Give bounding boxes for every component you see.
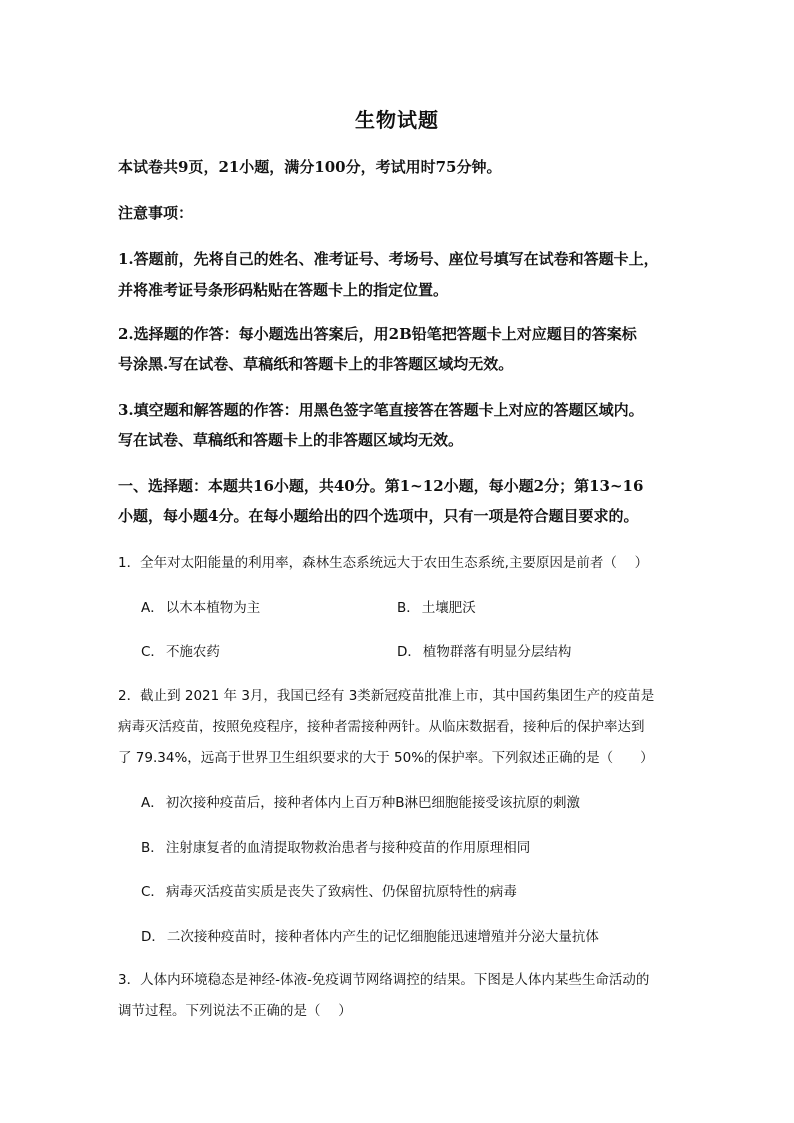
option-text: 植物群落有明显分层结构 <box>422 644 572 660</box>
exam-intro: 本试卷共9页，21小题，满分100分，考试用时75分钟。 <box>118 158 502 176</box>
option-letter: C． <box>141 884 164 900</box>
notice-3-line-1: 3.填空题和解答题的作答：用黑色签字笔直接答在答题卡上对应的答题区域内。 <box>118 401 644 419</box>
notice-2-line-2: 号涂黑.写在试卷、草稿纸和答题卡上的非答题区域均无效。 <box>118 355 514 373</box>
option-letter: C． <box>141 644 164 660</box>
option-letter: D． <box>397 644 421 660</box>
option-letter: D． <box>141 929 165 945</box>
question-1-option-b[interactable] <box>397 596 476 616</box>
notice-1-line-2: 并将准考证号条形码粘贴在答题卡上的指定位置。 <box>118 281 449 299</box>
page-title: 生物试题 <box>355 108 439 132</box>
notice-3-line-2: 写在试卷、草稿纸和答题卡上的非答题区域均无效。 <box>118 431 464 449</box>
question-2-stem-line-3: 了 79.34%，远高于世界卫生组织要求的大于 50%的保护率。下列叙述正确的是（ ） <box>118 750 654 766</box>
question-2-option-a[interactable] <box>141 791 580 811</box>
option-text: 注射康复者的血清提取物救治患者与接种疫苗的作用原理相同 <box>165 840 531 856</box>
question-1-option-c[interactable] <box>141 640 220 660</box>
question-3-stem-line-2: 调节过程。下列说法不正确的是（ ） <box>118 1003 352 1019</box>
question-1-stem: 1．全年对太阳能量的利用率，森林生态系统远大于农田生态系统,主要原因是前者（ ） <box>118 555 649 571</box>
section-heading-line-2: 小题，每小题4分。在每小题给出的四个选项中，只有一项是符合题目要求的。 <box>118 507 639 525</box>
question-2-option-d[interactable] <box>141 925 599 945</box>
notice-2-line-1: 2.选择题的作答：每小题选出答案后，用2B铅笔把答题卡上对应题目的答案标 <box>118 325 637 343</box>
option-text: 以木本植物为主 <box>165 600 261 616</box>
question-2-stem-line-2: 病毒灭活疫苗，按照免疫程序，接种者需接种两针。从临床数据看，接种后的保护率达到 <box>118 719 645 735</box>
option-text: 二次接种疫苗时，接种者体内产生的记忆细胞能迅速增殖并分泌大量抗体 <box>166 929 599 945</box>
section-heading-line-1: 一、选择题：本题共16小题，共40分。第1~12小题，每小题2分；第13~16 <box>118 477 644 495</box>
option-letter: B． <box>397 600 420 616</box>
option-text: 初次接种疫苗后，接种者体内上百万种B淋巴细胞能接受该抗原的刺激 <box>165 795 581 811</box>
option-text: 病毒灭活疫苗实质是丧失了致病性、仍保留抗原特性的病毒 <box>165 884 517 900</box>
question-2-stem-line-1: 2．截止到 2021 年 3月，我国已经有 3类新冠疫苗批准上市，其中国药集团生产的疫苗是 <box>118 688 655 704</box>
question-1-option-d[interactable] <box>397 640 571 660</box>
option-letter: A． <box>141 600 164 616</box>
option-text: 土壤肥沃 <box>421 600 476 616</box>
question-2-option-c[interactable] <box>141 880 517 900</box>
notice-heading: 注意事项： <box>118 204 194 222</box>
question-3-stem-line-1: 3．人体内环境稳态是神经-体液-免疫调节网络调控的结果。下图是人体内某些生命活动的 <box>118 972 650 988</box>
question-1-option-a[interactable] <box>141 596 260 616</box>
question-2-option-b[interactable] <box>141 836 530 856</box>
option-letter: A． <box>141 795 164 811</box>
notice-1-line-1: 1.答题前，先将自己的姓名、准考证号、考场号、座位号填写在试卷和答题卡上， <box>118 250 659 268</box>
option-letter: B． <box>141 840 164 856</box>
option-text: 不施农药 <box>165 644 220 660</box>
